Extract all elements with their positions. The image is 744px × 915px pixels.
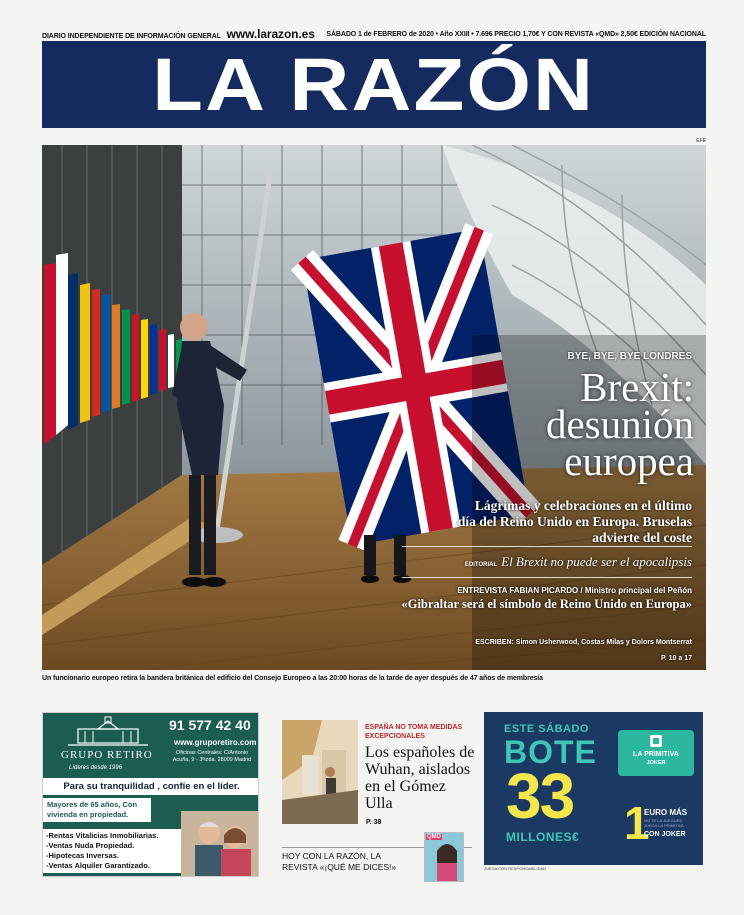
divider <box>402 546 692 547</box>
site-url[interactable]: www.larazon.es <box>226 27 315 41</box>
photo-caption: Un funcionario europeo retira la bandera británica del edificio del Consejo Europeo a las 20:00 horas de la tarde de ayer después de 47 años de membresía <box>42 675 543 682</box>
magazine-promo[interactable]: HOY CON LA RAZÓN, LA REVISTA «¡QUÉ ME DICES!» <box>282 851 397 872</box>
headline-line: europea <box>564 438 694 484</box>
page-reference: P. 10 a 17 <box>660 655 692 662</box>
retiro-body <box>43 795 259 877</box>
interview-label: ENTREVISTA FABIAN PICARDO / Ministro principal del Peñón <box>457 586 692 595</box>
senior-couple-photo <box>181 811 259 877</box>
service-item: -Hipotecas Inversas. <box>46 851 119 860</box>
retiro-target: Mayores de 65 años, Con vivienda en propiedad. <box>43 798 151 822</box>
lottery-footer: JUEGA CON RESPONSABILIDAD <box>484 866 547 871</box>
editorial-teaser[interactable] <box>465 554 692 570</box>
headline-kicker: BYE, BYE, BYE LONDRES <box>567 351 692 362</box>
magazine-brand: QMD <box>427 834 441 840</box>
lottery-line2: BOTE <box>504 734 597 770</box>
news-page: P. 38 <box>366 819 382 826</box>
tagline: DIARIO INDEPENDIENTE DE INFORMACIÓN GENERAL www.larazon.es <box>42 27 315 41</box>
main-headline[interactable] <box>434 364 694 484</box>
retiro-brand: GRUPO RETIRO <box>61 749 153 761</box>
lottery-one: 1 <box>624 797 650 849</box>
primitiva-logo <box>618 730 694 776</box>
divider <box>402 577 692 578</box>
news-kicker: ESPAÑA NO TOMA MEDIDAS EXCEPCIONALES <box>365 724 463 740</box>
editorial-title: El Brexit no puede ser el apocalipsis <box>501 554 692 569</box>
retiro-services <box>43 829 181 873</box>
writers-credit: ESCRIBEN: Simon Usherwood, Costas Milas y Dolors Montserrat <box>475 639 692 646</box>
service-item: -Ventas Alquiler Garantizado. <box>46 861 150 870</box>
service-item: -Rentas Vitalicias Inmobiliarias. <box>46 831 159 840</box>
wuhan-news-photo <box>282 720 358 824</box>
subheadline: Lágrimas y celebraciones en el último día del Reino Unido en Europa. Bruselas advierte del coste <box>457 498 692 545</box>
news-title[interactable]: Los españoles de Wuhan, aislados en el Gómez Ulla <box>365 744 475 812</box>
top-info-bar <box>42 28 706 40</box>
lottery-extra: EURO MÁS <box>644 808 688 817</box>
primitiva-name: LA PRIMITIVA <box>633 751 679 758</box>
editorial-label: EDITORIAL <box>464 562 498 568</box>
newspaper-logo: LA RAZÓN <box>152 43 596 126</box>
interview-teaser[interactable] <box>392 586 692 611</box>
retiro-since: Líderes desde 1996 <box>69 765 123 771</box>
edition-info: SÁBADO 1 de FEBRERO de 2020 • Año XXIII • 7.696 PRECIO 1,70€ Y CON REVISTA «QMD» 2,50€ EDICIÓN NACIONAL <box>326 30 706 38</box>
ad-grupo-retiro[interactable] <box>42 712 259 877</box>
building-icon <box>53 715 163 751</box>
photo-credit: EFE <box>696 138 706 144</box>
primitiva-icon <box>649 734 663 748</box>
masthead <box>42 41 706 128</box>
lottery-unit: MILLONES€ <box>506 830 580 844</box>
lottery-joker: CON JOKER <box>644 831 686 838</box>
retiro-slogan: Para su tranquilidad , confíe en el líder. <box>63 781 240 792</box>
lottery-amount: 33 <box>506 760 574 832</box>
ad-header <box>43 713 259 778</box>
primitiva-joker: JOKER <box>646 760 666 766</box>
ad-la-primitiva[interactable] <box>484 712 703 865</box>
service-item: -Ventas Nuda Propiedad. <box>46 841 135 850</box>
headline-line: Brexit: <box>580 364 694 410</box>
magazine-cover[interactable] <box>424 832 464 882</box>
magazine-cover-image <box>425 833 464 882</box>
cover-photo <box>42 145 706 670</box>
retiro-phone[interactable]: 91 577 42 40 <box>169 717 251 733</box>
lottery-fine-print: NO TE LA JUEGUES, JUEGA LA PRIMITIVA <box>644 818 684 828</box>
retiro-web[interactable]: www.gruporetiro.com <box>174 738 257 747</box>
lottery-line1: ESTE SÁBADO <box>504 723 589 735</box>
interview-quote: «Gibraltar será el símbolo de Reino Unido en Europa» <box>401 597 692 611</box>
retiro-office: Oficinas Centrales: C/Antonio Acuña, 9 - 3ºizda. 28009 Madrid <box>172 750 252 763</box>
secondary-news[interactable] <box>282 720 475 880</box>
headline-line: desunión <box>545 401 694 447</box>
